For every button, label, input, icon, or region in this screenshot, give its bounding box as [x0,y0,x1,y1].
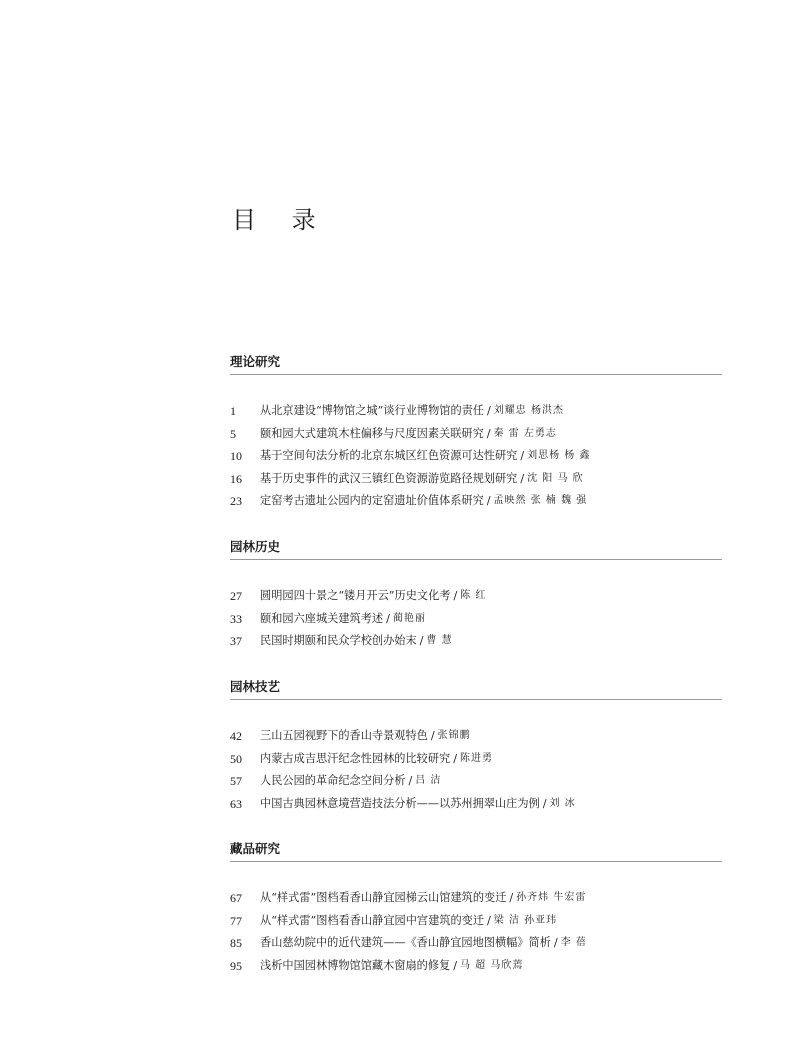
entry-authors: 孙齐炜 牛宏雷 [516,892,587,903]
toc-entry[interactable] [230,468,722,491]
toc-entry[interactable] [230,770,722,793]
entry-page-number: 16 [230,471,242,486]
entry-page-number: 5 [230,426,236,441]
entry-authors: 蔺艳丽 [392,612,426,624]
entry-separator: / [453,589,458,602]
toc-entry[interactable] [230,955,722,978]
entry-separator: / [453,958,457,972]
entry-page-number: 33 [230,611,242,626]
toc-entry-list [230,585,722,653]
toc-entry[interactable] [230,887,722,910]
toc-section-garden-history [230,537,722,653]
entry-authors: 马 超 马欣蔫 [459,959,524,971]
entry-title: 颐和园大式建筑木柱偏移与尺度因素关联研究 [260,426,484,440]
toc-entry-list [230,887,722,977]
entry-page-number: 85 [230,936,242,950]
toc-entry-list [230,725,722,815]
page-title: 目 录 [232,206,330,234]
section-heading: 藏品研究 [230,839,722,862]
toc-entry[interactable] [230,400,722,423]
entry-title: 内蒙古成吉思汗纪念性园林的比较研究 [260,751,451,765]
toc-entry[interactable] [230,585,722,608]
entry-title: 从“样式雷”图档看香山静宜园梯云山馆建筑的变迁 [260,891,507,904]
toc-entry[interactable] [230,630,722,653]
section-heading: 理论研究 [230,352,722,375]
entry-separator: / [520,449,525,462]
entry-authors: 陈进勇 [459,752,493,764]
entry-authors: 张锦鹏 [437,730,471,741]
entry-authors: 沈 阳 马 欣 [527,472,584,484]
toc-section-collection [230,839,722,977]
entry-separator: / [553,936,558,949]
entry-authors: 梁 洁 孙亚玮 [493,914,558,926]
toc-entry[interactable] [230,725,722,748]
toc-entry[interactable] [230,748,722,771]
entry-authors: 吕 洁 [415,775,442,786]
entry-title: 从“样式雷”图档看香山静宜园中宫建筑的变迁 [260,913,485,927]
section-heading: 园林技艺 [230,677,722,700]
entry-page-number: 57 [230,774,242,788]
toc-entry[interactable] [230,423,722,446]
entry-separator: / [509,891,514,904]
entry-separator: / [408,774,413,787]
entry-title: 基于历史事件的武汉三镇红色资源游览路径规划研究 [260,471,518,485]
entry-authors: 刘 冰 [549,797,576,809]
toc-entry[interactable] [230,910,722,933]
entry-separator: / [486,494,491,507]
toc-entry[interactable] [230,490,722,513]
entry-title: 三山五园视野下的香山寺景观特色 [260,729,428,742]
entry-authors: 刘思杨 杨 鑫 [527,450,591,461]
toc-section-theory [230,352,722,513]
section-heading: 园林历史 [230,537,722,560]
entry-title: 基于空间句法分析的北京东城区红色资源可达性研究 [260,449,518,462]
entry-separator: / [487,913,491,927]
toc-section-garden-craft [230,677,722,815]
entry-authors: 曹 慧 [426,635,453,646]
entry-separator: / [542,796,547,810]
entry-title: 颐和园六座城关建筑考述 [260,611,384,625]
entry-title: 香山慈幼院中的近代建筑——《香山静宜园地图横幅》简析 [260,936,551,949]
entry-authors: 秦 雷 左勇志 [493,427,557,439]
entry-page-number: 42 [230,729,242,743]
entry-page-number: 50 [230,751,242,766]
entry-title: 定窑考古遗址公园内的定窑遗址价值体系研究 [260,494,484,507]
entry-page-number: 37 [230,634,242,648]
entry-title: 人民公园的革命纪念空间分析 [260,774,406,787]
entry-page-number: 63 [230,796,242,811]
entry-title: 圆明园四十景之“镂月开云”历史文化考 [260,589,451,602]
entry-page-number: 67 [230,891,242,905]
entry-page-number: 95 [230,958,242,973]
entry-separator: / [486,426,491,440]
entry-page-number: 1 [230,404,236,418]
entry-separator: / [386,611,390,625]
entry-separator: / [487,404,491,417]
entry-separator: / [520,471,525,485]
entry-page-number: 23 [230,494,242,508]
entry-separator: / [419,634,424,647]
entry-authors: 陈 红 [460,590,487,601]
entry-page-number: 77 [230,913,242,928]
toc-entry[interactable] [230,608,722,631]
entry-title: 浅析中国园林博物馆馆藏木窗扇的修复 [260,958,451,972]
toc-entry[interactable] [230,445,722,468]
entry-title: 民国时期颐和民众学校创办始末 [260,634,417,647]
toc-entry[interactable] [230,793,722,816]
entry-separator: / [430,729,435,742]
entry-separator: / [453,751,457,765]
entry-title: 从北京建设“博物馆之城”谈行业博物馆的责任 [260,404,485,417]
entry-authors: 孟映然 张 楠 魏 强 [493,495,588,506]
entry-page-number: 10 [230,449,242,463]
toc-entry[interactable] [230,932,722,955]
entry-authors: 李 蓓 [560,937,587,948]
entry-page-number: 27 [230,589,242,603]
toc-entry-list [230,400,722,513]
entry-title: 中国古典园林意境营造技法分析——以苏州拥翠山庄为例 [260,796,540,810]
entry-authors: 刘耀忠 杨洪杰 [493,405,564,416]
